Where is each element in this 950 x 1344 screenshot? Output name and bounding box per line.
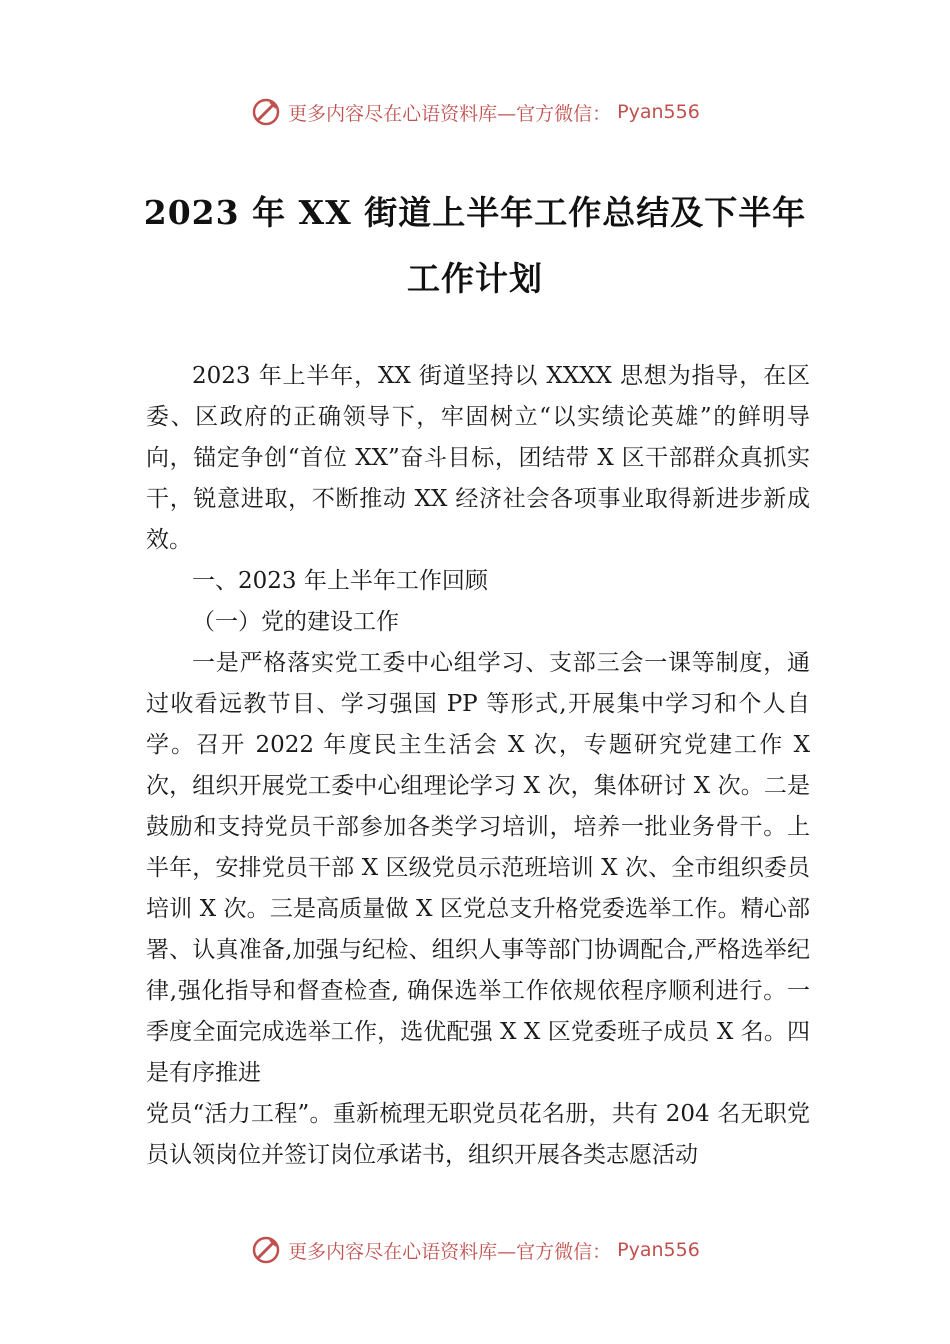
document-title [100,180,850,312]
pen-logo-icon [250,1234,282,1266]
header-watermark [0,96,950,128]
document-body [146,356,810,1176]
body-paragraph: 一是严格落实党工委中心组学习、支部三会一课等制度，通过收看远教节目、学习强国 PP 等形式,开展集中学习和个人自学。召开 2022 年度民主生活会 X 次，专题研究党建工作 X 次，组织开展党工委中心组理论学习 X 次，集体研讨 X 次。二是鼓励和支持党员干部参加各类学习培训，培养一批业务骨干。上半年，安排党员干部 X 区级党员示范班培训 X 次、全市组织委员培训 X 次。三是高质量做 X 区党总支升格党委选举工作。精心部署、认真准备,加强与纪检、组织人事等部门协调配合,严格选举纪律,强化指导和督查检查, 确保选举工作依规依程序顺利进行。一季度全面完成选举工作，选优配强 X X 区党委班子成员 X 名。四是有序推进 [146,650,810,1086]
section-heading: 一、2023 年上半年工作回顾 [192,568,488,594]
body-paragraph-continued: 党员“活力工程”。重新梳理无职党员花名册，共有 204 名无职党员认领岗位并签订岗位承诺书，组织开展各类志愿活动 [146,1101,810,1168]
title-line-1: 2023 年 XX 街道上半年工作总结及下半年 [143,193,807,232]
watermark-text: 更多内容尽在心语资料库—官方微信： [288,102,612,125]
footer-watermark [0,1234,950,1266]
intro-paragraph: 2023 年上半年，XX 街道坚持以 XXXX 思想为指导，在区委、区政府的正确领导下，牢固树立“以实绩论英雄”的鲜明导向，锚定争创“首位 XX”奋斗目标，团结带 X 区干部群众真抓实干，锐意进取，不断推动 XX 经济社会各项事业取得新进步新成效。 [146,363,810,553]
subsection-heading: （一）党的建设工作 [192,609,399,635]
watermark-wechat-id: Pyan556 [617,101,700,123]
watermark-wechat-id: Pyan556 [617,1239,700,1261]
watermark-text: 更多内容尽在心语资料库—官方微信： [288,1240,612,1263]
pen-logo-icon [250,96,282,128]
title-line-2: 工作计划 [407,259,543,298]
